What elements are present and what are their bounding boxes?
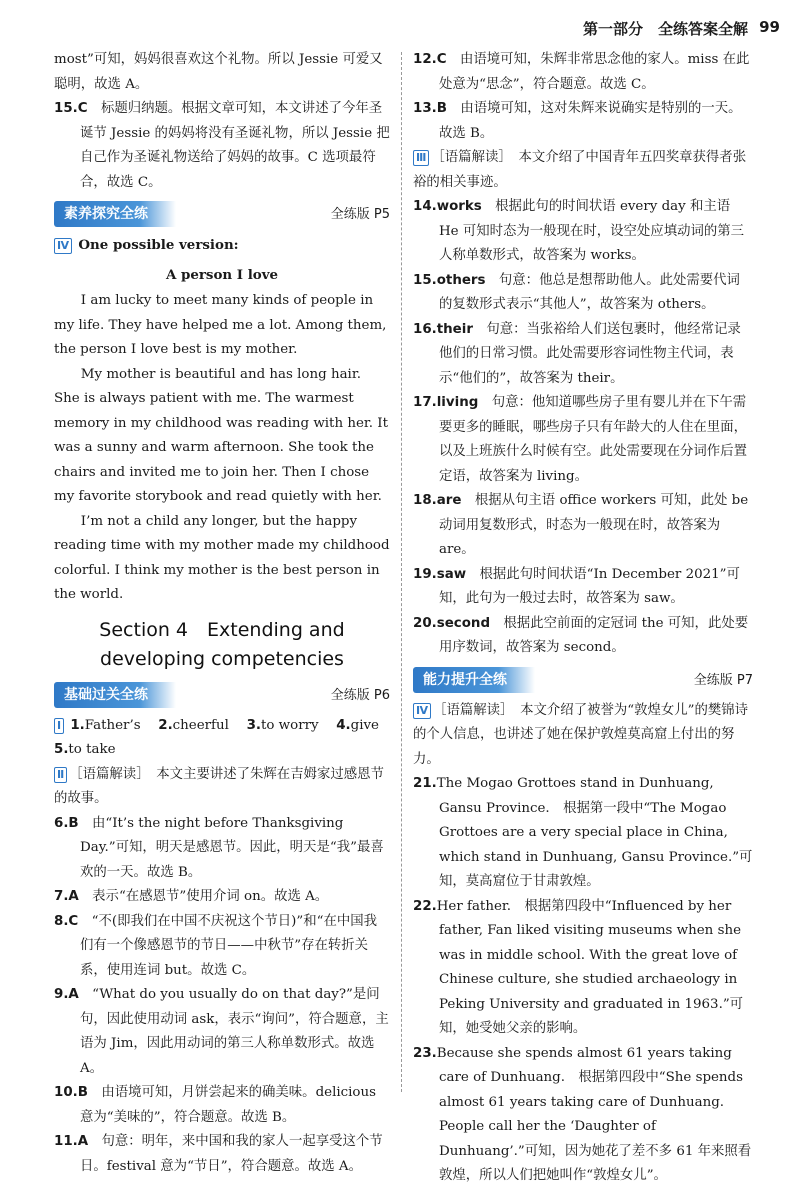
answer-item: 17.living 句意：他知道哪些房子里有婴儿并在下午需要更多的睡眠，哪些房子只有年龄大的人住在里面，以及上班族什么时候有空。此处需要现在分词作后置定语，故答案为 living。 — [413, 395, 747, 484]
banner-label: 素养探究全练 — [54, 201, 176, 227]
roman-badge: Ⅰ — [54, 718, 64, 734]
page-header — [0, 0, 800, 46]
answer-item: 8.C “不(即我们在中国不庆祝这个节日)”和“在中国我们有一个像感恩节的节日——中秋节”存在转折关系，使用连词 but。故选 C。 — [54, 913, 378, 978]
answer-item: 20.second 根据此空前面的定冠词 the 可知，此处要用序数词，故答案为 second。 — [413, 615, 749, 655]
answer-item: 19.saw 根据此句时间状语“In December 2021”可知，此句为一般过去时，故答案为 saw。 — [413, 566, 740, 606]
section-title: Section 4 Extending and developing competencies — [99, 618, 345, 670]
banner-suyang — [54, 201, 390, 227]
banner-nengli — [413, 667, 753, 693]
answer-item: 6.B 由“It’s the night before Thanksgiving Day.”可知，明天是感恩节。因此，明天是“我”最喜欢的一天。故选 B。 — [54, 815, 384, 880]
answer-item: 10.B 由语境可知，月饼尝起来的确美味。delicious 意为“美味的”，符合题意。故选 B。 — [54, 1085, 376, 1125]
answer-item: 16.their 句意：当张裕给人们送包裹时，他经常记录他们的日常习惯。此处需要形容词性物主代词，表示“他们的”，故答案为 their。 — [413, 321, 741, 386]
banner-label: 基础过关全练 — [54, 682, 176, 708]
answer-item: 11.A 句意：明年，来中国和我的家人一起享受这个节日。festival 意为“节日”，符合题意。故选 A。 — [54, 1134, 383, 1174]
essay-title: A person I love — [165, 266, 279, 283]
banner-page-ref: 全练版 P5 — [330, 207, 390, 222]
banner-jichu — [54, 682, 390, 708]
banner-label: 能力提升全练 — [413, 667, 535, 693]
banner-page-ref: 全练版 P6 — [330, 687, 390, 703]
banner-page-ref: 全练版 P7 — [693, 672, 753, 688]
roman-badge: Ⅳ — [413, 703, 431, 719]
answer-item: 18.are 根据从句主语 office workers 可知，此处 be 动词用复数形式，时态为一般现在时，故答案为 are。 — [413, 493, 749, 557]
answer-item: 12.C 由语境可知，朱辉非常思念他的家人。miss 在此处意为“思念”，符合题意。故选 C。 — [413, 52, 750, 92]
answer-item: 9.A “What do you usually do on that day?”是问句，因此使用动词 ask，表示“询问”，符合题意，主语为 Jim，因此用动词的第三人称单数形式。故选 A。 — [54, 987, 389, 1076]
answers-part1-cont: 5.to take — [54, 742, 116, 757]
essay-paragraph: My mother is beautiful and has long hair. She is always patient with me. The warmest memory in my childhood was reading with her. It was a sunny and warm afternoon. She took the chairs and invited me to join her. Then I chose my favorite storybook and read quietly with her. — [54, 366, 388, 504]
essay-paragraph: I’m not a child any longer, but the happy reading time with my mother made my childhood colorful. I think my mother is the best person in the world. — [54, 513, 390, 602]
roman-badge: Ⅳ — [54, 238, 72, 254]
header-part: 第一部分 全练答案全解 — [582, 20, 748, 38]
answer-item: 21.The Mogao Grottoes stand in Dunhuang, Gansu Province. 根据第一段中“The Mogao Grottoes are a very special place in China, which stand in Dunhuang, Gansu Province.”可知，莫高窟位于甘肃敦煌。 — [413, 776, 753, 889]
reading-intro: Ⅱ ［语篇解读］ 本文主要讲述了朱辉在吉姆家过感恩节的故事。 — [54, 766, 384, 806]
roman-badge: Ⅱ — [54, 767, 67, 783]
answers-part1: Ⅰ 1.Father’s 2.cheerful 3.to worry 4.give — [54, 714, 390, 739]
right-column — [413, 48, 753, 1189]
answer-15: 15.C 标题归纳题。根据文章可知，本文讲述了今年圣诞节 Jessie 的妈妈将没有圣诞礼物，所以 Jessie 把自己作为圣诞礼物送给了妈妈的故事。C 选项最符合，故选 C。 — [54, 101, 390, 190]
answer-item: 22.Her father. 根据第四段中“Influenced by her father, Fan liked visiting museums when she was in middle school. With the great love of Chinese culture, she studied archaeology in Peking University and graduated in 1963.”可知，她受她父亲的影响。 — [413, 898, 744, 1036]
essay-paragraph: I am lucky to meet many kinds of people in my life. They have helped me a lot. Among them, the person I love best is my mother. — [54, 293, 387, 357]
possible-version: Ⅳ One possible version: — [54, 233, 390, 259]
answer-item: 14.works 根据此句的时间状语 every day 和主语 He 可知时态为一般现在时，设空处应填动词的第三人称单数形式，故答案为 works。 — [413, 199, 745, 263]
column-divider — [401, 52, 402, 1092]
answer-item: 15.others 句意：他总是想帮助他人。此处需要代词的复数形式表示“其他人”，故答案为 others。 — [413, 272, 740, 312]
reading-intro: Ⅲ ［语篇解读］ 本文介绍了中国青年五四奖章获得者张裕的相关事迹。 — [413, 150, 747, 190]
continued-text: most”可知，妈妈很喜欢这个礼物。所以 Jessie 可爱又聪明，故选 A。 — [54, 52, 383, 92]
answer-item: 7.A 表示“在感恩节”使用介词 on。故选 A。 — [54, 889, 329, 904]
roman-badge: Ⅲ — [413, 150, 429, 166]
left-column — [54, 48, 390, 1179]
page-number: 99 — [759, 18, 780, 36]
answer-item: 13.B 由语境可知，这对朱辉来说确实是特别的一天。故选 B。 — [413, 101, 742, 141]
reading-intro: Ⅳ ［语篇解读］ 本文介绍了被誉为“敦煌女儿”的樊锦诗的个人信息，也讲述了她在保护敦煌莫高窟上付出的努力。 — [413, 702, 749, 767]
answer-item: 23.Because she spends almost 61 years taking care of Dunhuang. 根据第四段中“She spends almost 61 years taking care of Dunhuang. People call her the ‘Daughter of Dunhuang’.”可知，因为她花了差不多 61 年来照看敦煌，所以人们把她叫作“敦煌女儿”。 — [413, 1045, 752, 1183]
